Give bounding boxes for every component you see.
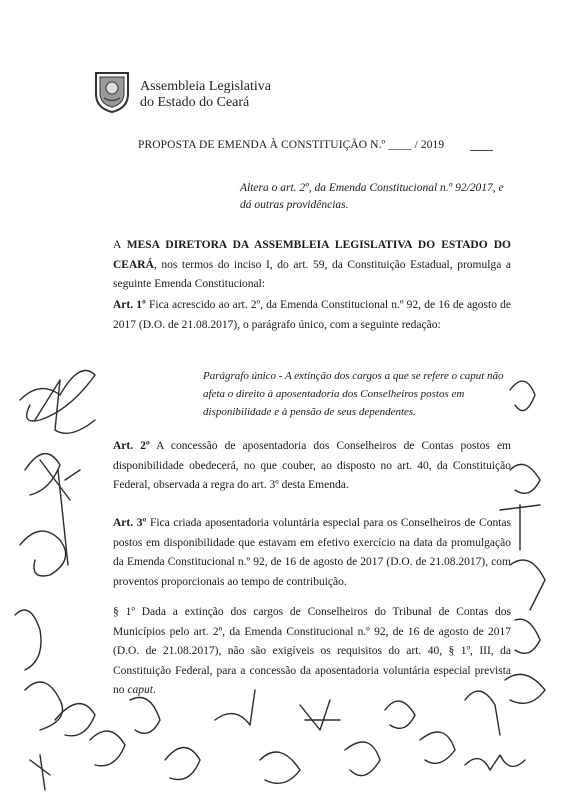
paragraph-1-italic: caput: [127, 684, 153, 696]
preamble-bold: MESA DIRETORA DA ASSEMBLEIA LEGISLATIVA DO ESTADO DO CEARÁ: [113, 239, 511, 271]
title-rule: [470, 150, 493, 151]
article-1: [113, 296, 511, 335]
article-3-text: Fica criada aposentadoria voluntária especial para os Conselheiros de Contas postos em disponibilidade que estavam em efetivo exercício na data da promulgação da Emenda Constitucional n.º 92, de 16 de agosto de 2017 (D.O. de 21.08.2017), com proventos proporcionais ao tempo de contribuição.: [113, 517, 511, 588]
document-title: PROPOSTA DE EMENDA À CONSTITUIÇÃO N.º ____ / 2019: [138, 139, 445, 151]
coat-of-arms-icon: [93, 70, 131, 114]
institution-line-1: Assembleia Legislativa: [140, 79, 272, 94]
paragraph-1-end: .: [152, 684, 156, 696]
institution-name: [140, 79, 271, 111]
article-3-label: Art. 3º: [113, 517, 147, 529]
paragrafo-unico: Parágrafo único - A extinção dos cargos a que se refere o caput não afeta o direito à aposentadoria dos Conselheiros postos em disponibilidade e à pensão de seus dependentes.: [203, 370, 504, 418]
article-1-label: Art. 1º: [113, 299, 146, 311]
paragraph-1: [113, 603, 511, 701]
article-1-text: Fica acrescido ao art. 2º, da Emenda Constitucional n.º 92, de 16 de agosto de 2017 (D.O. de 21.08.2017), o parágrafo único, com a seguinte redação:: [113, 299, 511, 331]
article-2: [113, 437, 511, 496]
article-2-text: A concessão de aposentadoria dos Conselheiros de Contas postos em disponibilidade obedecerá, no que couber, ao disposto no art. 40, da Constituição Federal, observada a regra do art. 3º desta Emenda.: [113, 440, 511, 491]
article-3: [113, 514, 511, 592]
preamble: [113, 236, 511, 295]
institution-line-2: do Estado do Ceará: [140, 95, 250, 110]
ementa: Altera o art. 2º, da Emenda Constitucional n.º 92/2017, e dá outras providências.: [240, 182, 504, 211]
paragraph-1-text: § 1º Dada a extinção dos cargos de Conselheiros do Tribunal de Contas dos Municípios pelo art. 2º, da Emenda Constitucional n.º 92, de 16 de agosto de 2017 (D.O. de 21.08.2017), não são exigíveis os requisitos do art. 40, § 1º, III, da Constituição Federal, para a concessão da aposentadoria voluntária especial prevista no: [113, 606, 511, 696]
preamble-rest: , nos termos do inciso I, do art. 59, da Constituição Estadual, promulga a seguinte Emenda Constitucional:: [113, 258, 511, 290]
article-2-label: Art. 2º: [113, 440, 150, 452]
preamble-prefix: A: [113, 239, 127, 251]
